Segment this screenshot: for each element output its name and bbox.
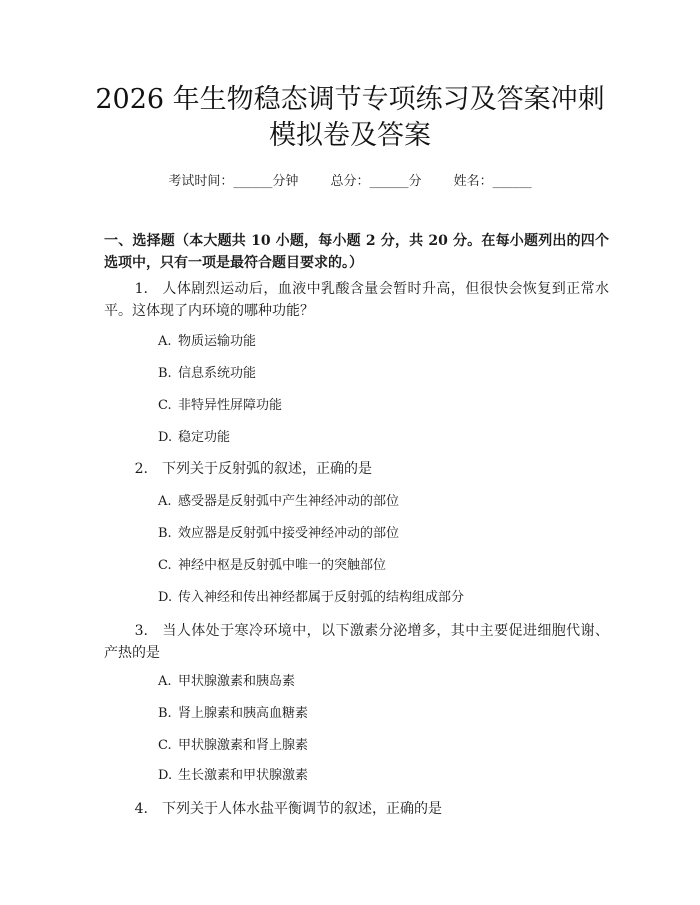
option-letter: C.: [158, 398, 172, 413]
option-1a: [158, 332, 256, 352]
option-2b: [158, 524, 399, 544]
option-2a: [158, 492, 399, 512]
option-letter: D.: [158, 430, 173, 445]
option-letter: B.: [158, 706, 172, 721]
option-3c: [158, 736, 308, 756]
option-text: 甲状腺激素和肾上腺素: [178, 738, 309, 753]
question-number: 3.: [134, 623, 148, 639]
option-2d: [158, 588, 464, 608]
option-text: 信息系统功能: [178, 366, 257, 381]
option-letter: C.: [158, 558, 172, 573]
question-2: [104, 458, 609, 480]
option-letter: C.: [158, 738, 172, 753]
section-heading: 一、选择题（本大题共 10 小题，每小题 2 分，共 20 分。在每小题列出的四个选项中，只有一项是最符合题目要求的。）: [104, 233, 609, 271]
option-3d: [158, 766, 308, 786]
option-text: 稳定功能: [178, 430, 231, 445]
question-4: [104, 798, 609, 820]
question-text: 下列关于反射弧的叙述，正确的是: [162, 461, 372, 477]
option-letter: A.: [158, 494, 172, 509]
exam-meta: [0, 170, 700, 189]
question-number: 2.: [134, 461, 148, 477]
option-letter: A.: [158, 674, 172, 689]
question-3: [104, 620, 609, 664]
option-letter: D.: [158, 590, 173, 605]
question-text: 当人体处于寒冷环境中，以下激素分泌增多，其中主要促进细胞代谢、产热的是: [104, 623, 609, 661]
option-text: 感受器是反射弧中产生神经冲动的部位: [178, 494, 400, 509]
option-text: 神经中枢是反射弧中唯一的突触部位: [178, 558, 387, 573]
question-number: 1.: [134, 281, 148, 297]
option-letter: D.: [158, 768, 173, 783]
option-1b: [158, 364, 256, 384]
option-3a: [158, 672, 295, 692]
option-text: 传入神经和传出神经都属于反射弧的结构组成部分: [178, 590, 465, 605]
option-text: 甲状腺激素和胰岛素: [178, 674, 296, 689]
option-1c: [158, 396, 282, 416]
option-letter: A.: [158, 334, 172, 349]
option-1d: [158, 428, 230, 448]
option-letter: B.: [158, 526, 172, 541]
question-text: 人体剧烈运动后，血液中乳酸含量会暂时升高，但很快会恢复到正常水平。这体现了内环境的哪种功能？: [104, 281, 609, 319]
page-title: 2026 年生物稳态调节专项练习及答案冲刺模拟卷及答案: [95, 84, 605, 151]
exam-score: 总分：______分: [330, 174, 422, 189]
question-number: 4.: [134, 801, 148, 817]
option-2c: [158, 556, 386, 576]
question-1: [104, 278, 609, 322]
option-text: 生长激素和甲状腺激素: [178, 768, 309, 783]
option-text: 物质运输功能: [178, 334, 257, 349]
option-text: 非特异性屏障功能: [178, 398, 283, 413]
exam-time: 考试时间：______分钟: [168, 174, 299, 189]
option-text: 肾上腺素和胰高血糖素: [178, 706, 309, 721]
option-letter: B.: [158, 366, 172, 381]
option-3b: [158, 704, 308, 724]
question-text: 下列关于人体水盐平衡调节的叙述，正确的是: [162, 801, 442, 817]
student-name: 姓名：______: [453, 174, 532, 189]
option-text: 效应器是反射弧中接受神经冲动的部位: [178, 526, 400, 541]
